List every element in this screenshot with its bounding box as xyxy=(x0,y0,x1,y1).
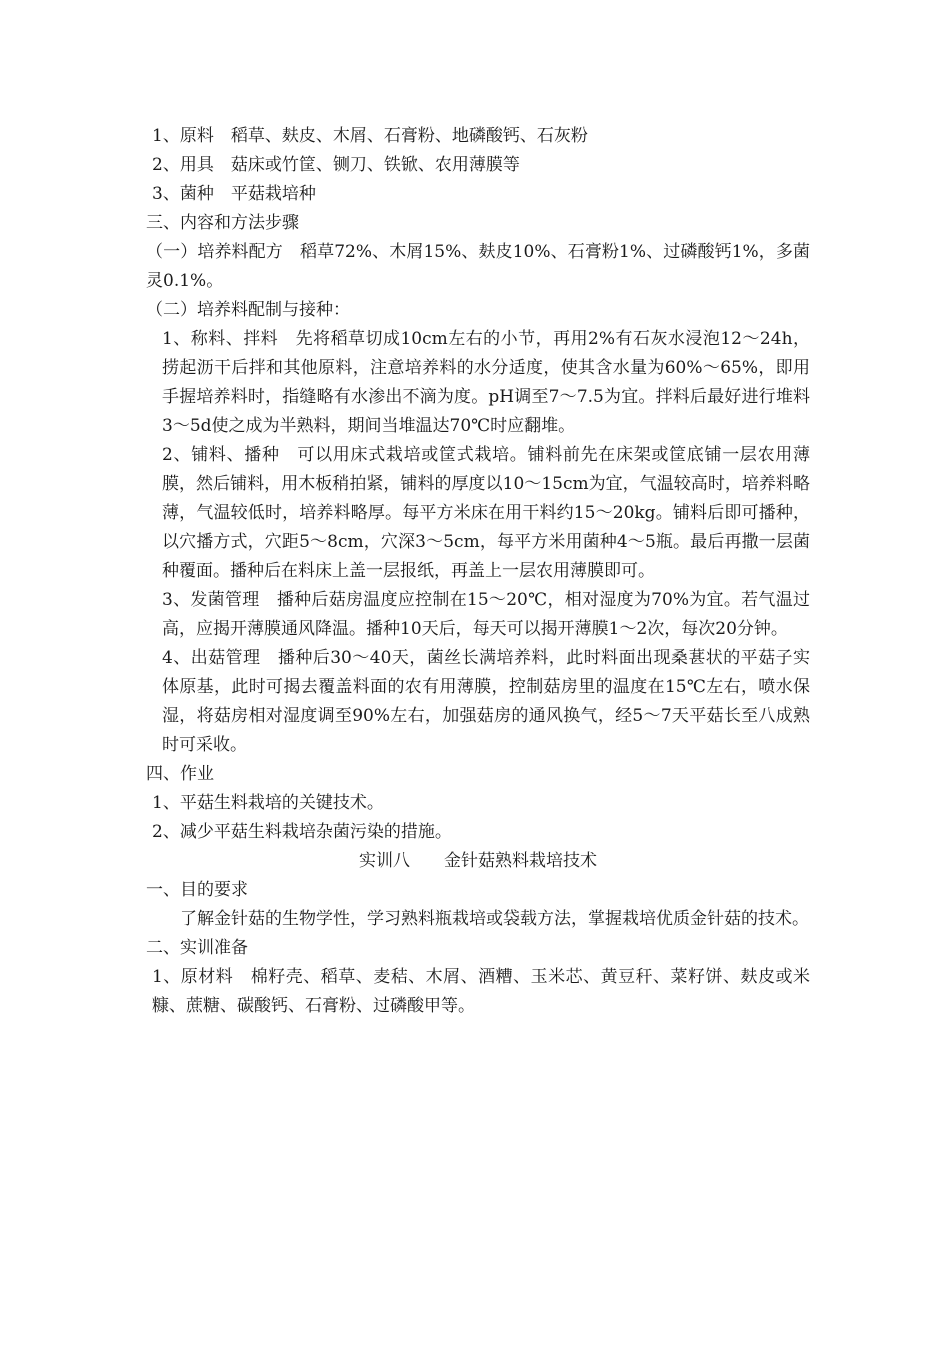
step-mycelium-management: 3、发菌管理 播种后菇房温度应控制在15～20℃，相对湿度为70%为宜。若气温过高，应揭开薄膜通风降温。播种10天后，每天可以揭开薄膜1～2次，每次20分钟。 xyxy=(162,590,810,639)
item-strain: 3、菌种 平菇栽培种 xyxy=(152,184,316,204)
chapter-title: 实训八 金针菇熟料栽培技术 xyxy=(359,851,597,871)
item-tools: 2、用具 菇床或竹筐、铡刀、铁锨、农用薄膜等 xyxy=(152,155,520,175)
item-raw-materials: 1、原料 稻草、麸皮、木屑、石膏粉、地磷酸钙、石灰粉 xyxy=(152,126,588,146)
document-page xyxy=(146,122,810,1021)
section-content-methods: 三、内容和方法步骤 xyxy=(146,213,299,233)
step-weigh-mix: 1、称料、拌料 先将稻草切成10cm左右的小节，再用2%有石灰水浸泡12～24h，捞起沥干后拌和其他原料，注意培养料的水分适度，使其含水量为60%～65%，即用手握培养料时，指缝略有水渗出不滴为度。pH调至7～7.5为宜。拌料后最好进行堆料3～5d使之成为半熟料，期间当堆温达70℃时应翻堆。 xyxy=(162,329,810,436)
section-homework: 四、作业 xyxy=(146,764,214,784)
section-objectives: 一、目的要求 xyxy=(146,880,248,900)
objectives-text: 了解金针菇的生物学性，学习熟料瓶栽培或袋载方法，掌握栽培优质金针菇的技术。 xyxy=(180,909,809,929)
step-spread-sow: 2、铺料、播种 可以用床式栽培或筐式栽培。铺料前先在床架或筐底铺一层农用薄膜，然后铺料，用木板稍拍紧，铺料的厚度以10～15cm为宜，气温较高时，培养料略薄，气温较低时，培养料略厚。每平方米床在用干料约15～20kg。铺料后即可播种，以穴播方式，穴距5～8cm，穴深3～5cm，每平方米用菌种4～5瓶。最后再撒一层菌种覆面。播种后在料床上盖一层报纸，再盖上一层农用薄膜即可。 xyxy=(162,445,810,581)
homework-item-1: 1、平菇生料栽培的关键技术。 xyxy=(152,793,384,813)
homework-item-2: 2、减少平菇生料栽培杂菌污染的措施。 xyxy=(152,822,452,842)
subsection-preparation: （二）培养料配制与接种： xyxy=(146,300,350,320)
prep-raw-materials: 1、原材料 棉籽壳、稻草、麦秸、木屑、酒糟、玉米芯、黄豆秆、菜籽饼、麸皮或米糠、蔗糖、碳酸钙、石膏粉、过磷酸甲等。 xyxy=(152,967,810,1016)
subsection-formula: （一）培养料配方 稻草72%、木屑15%、麸皮10%、石膏粉1%、过磷酸钙1%，多菌灵0.1%。 xyxy=(146,242,810,291)
step-fruiting-management: 4、出菇管理 播种后30～40天，菌丝长满培养料，此时料面出现桑葚状的平菇子实体原基，此时可揭去覆盖料面的农有用薄膜，控制菇房里的温度在15℃左右，喷水保湿，将菇房相对湿度调至90%左右，加强菇房的通风换气，经5～7天平菇长至八成熟时可采收。 xyxy=(162,648,810,755)
section-preparation: 二、实训准备 xyxy=(146,938,248,958)
